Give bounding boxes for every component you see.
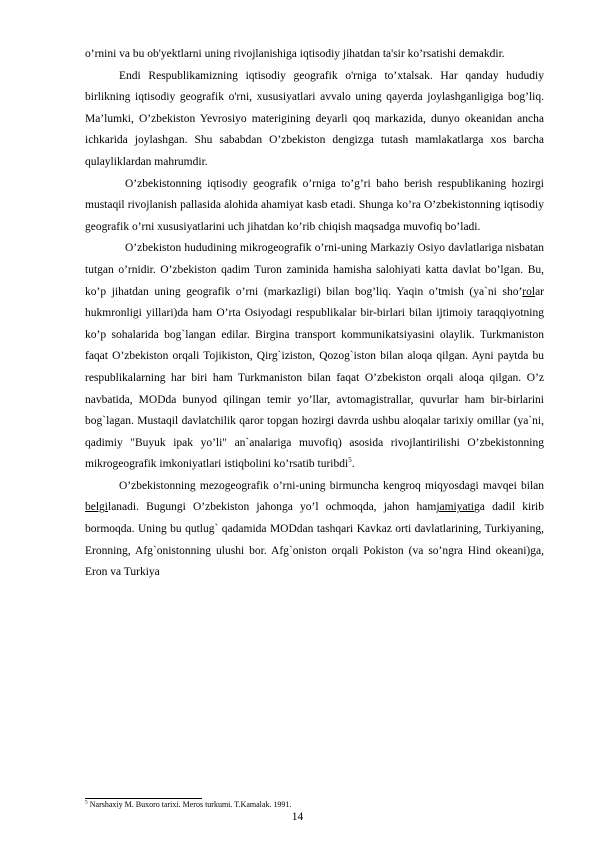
paragraph-2: Endi Respublikamizning iqtisodiy geografik o'rniga to’xtalsak. Har qanday hududiy birlikning iqtisodiy geografik o'rni, xususiyatlari avvalo uning qayerda joylashganligiga bog’liq. Ma’lumki, O’zbekiston Yevrosiyo materigining deyarli qoq markazida, dunyo okeanidan ancha ichkarida joylashgan. Shu sababdan O’zbekiston dengizga tutash mamlakatlarga xos barcha qulayliklardan mahrumdir. — [85, 69, 544, 168]
page-number: 14 — [291, 811, 304, 823]
footnote-divider — [85, 798, 202, 799]
paragraph-3: O’zbekistonning iqtisodiy geografik o’rniga to’g’ri baho berish respublikaning hozirgi mustaqil rivojlanish pallasida alohida ahamiyat kasb etadi. Shunga ko’ra O’zbekistonning iqtisodiy geografik o’rni xususiyatlarini uch jihatdan ko’rib chiqish maqsadga muvofiq bo’ladi. — [85, 177, 544, 233]
underlined-word: jamiyati — [436, 501, 474, 514]
footnote — [85, 800, 291, 810]
paragraph-5 — [85, 476, 544, 584]
paragraph-1: o’rnini va bu ob'yektlarni uning rivojlanishiga iqtisodiy jihatdan ta'sir ko’rsatishi demakdir. — [85, 48, 505, 60]
paragraph-5-text-b: lanadi. Bugungi O’zbekiston jahonga yo’l ochmoqda, jahon ham — [108, 501, 437, 514]
underlined-word: rol — [522, 285, 536, 298]
paragraph-5-text-c: ga dadil kirib bormoqda. Uning bu qutlug` qadamida MODdan tashqari Kavkaz orti davlatlarining, Turkiyaning, Eronning, Afg`onistonning ulushi bor. Afg`oniston orqali Pokiston (va so’ngra Hind okeani)ga, Eron va Turkiya — [85, 501, 544, 579]
paragraph-4 — [85, 238, 544, 476]
underlined-word: belgi — [85, 501, 108, 514]
footnote-reference[interactable]: 5 — [348, 456, 352, 465]
paragraph-4-text-b: ar hukmronligi yillari)da ham O’rta Osiyodagi respublikalar bir-birlari bilan ijtimoiy taraqqiyotning ko’p sohalarida bog`langan edilar. Birgina transport kommunikatsiyasini olaylik. Turkmaniston faqat O’zbekiston orqali Tojikiston, Qirg`iziston, Qozog`iston bilan aloqa qilgan. Ayni paytda bu respublikalarning har biri ham Turkmaniston bilan faqat O’zbekiston orqali aloqa qilgan. O’z navbatida, MODda bunyod qilingan temir yo’llar, avtomagistrallar, quvurlar ham bir-birlarini bog`lagan. Mustaqil davlatchilik qaror topgan hozirgi davrda ushbu aloqalar tarixiy omillar (ya`ni, qadimiy "Buyuk ipak yo’li" an`analariga muvofiq) asosida rivojlantirilishi O’zbekistonning mikrogeografik imkoniyatlari istiqbolini ko’rsatib turibdi — [85, 285, 544, 471]
page-body — [85, 44, 544, 584]
paragraph-4-text-a: O’zbekiston hududining mikrogeografik o’rni-uning Markaziy Osiyo davlatlariga nisbatan tutgan o’rnidir. O’zbekiston qadim Turon zaminida hamisha salohiyati katta davlat bo’lgan. Bu, ko’p jihatdan uning geografik o’rni (markazligi) bilan bog’liq. Yaqin o’tmish (ya`ni sho’ — [85, 242, 544, 298]
footnote-number: 5 — [85, 799, 88, 806]
paragraph-4-end: . — [351, 458, 355, 471]
footnote-text: Narshaxiy M. Buxoro tarixi. Meros turkumi. T.Kamalak. 1991. — [89, 800, 292, 809]
paragraph-5-text-a: O’zbekistonning mezogeografik o’rni-uning birmuncha kengroq miqyosdagi mavqei bilan — [119, 479, 544, 492]
